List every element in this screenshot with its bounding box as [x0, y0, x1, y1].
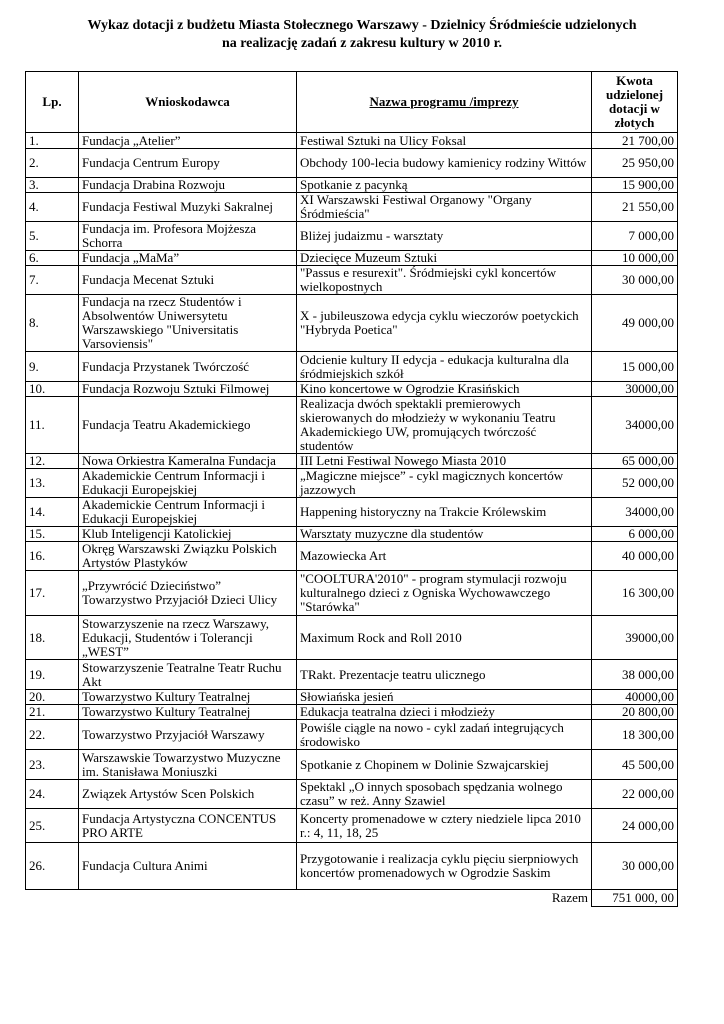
grant-amount: 45 500,00 — [592, 750, 678, 780]
program-name: Spektakl „O innych sposobach spędzania wolnego czasu” w reż. Anny Szawiel — [297, 780, 592, 809]
applicant-name: Fundacja Cultura Animi — [79, 843, 297, 890]
table-row — [26, 469, 678, 498]
total-amount: 751 000, 00 — [592, 890, 678, 907]
grant-amount: 49 000,00 — [592, 295, 678, 352]
row-number: 12. — [26, 454, 79, 469]
applicant-name: Akademickie Centrum Informacji i Edukacji Europejskiej — [79, 498, 297, 527]
table-row — [26, 780, 678, 809]
table-row — [26, 178, 678, 193]
applicant-name: Stowarzyszenie na rzecz Warszawy, Edukacji, Studentów i Tolerancji „WEST” — [79, 616, 297, 660]
program-name: Mazowiecka Art — [297, 542, 592, 571]
applicant-name: Fundacja Rozwoju Sztuki Filmowej — [79, 382, 297, 397]
row-number: 9. — [26, 352, 79, 382]
grant-amount: 34000,00 — [592, 397, 678, 454]
applicant-name: Fundacja na rzecz Studentów i Absolwentów Uniwersytetu Warszawskiego "Universitatis Varsoviensis" — [79, 295, 297, 352]
applicant-name: Warszawskie Towarzystwo Muzyczne im. Stanisława Moniuszki — [79, 750, 297, 780]
table-row — [26, 352, 678, 382]
applicant-name: Okręg Warszawski Związku Polskich Artystów Plastyków — [79, 542, 297, 571]
grant-amount: 7 000,00 — [592, 222, 678, 251]
table-row — [26, 720, 678, 750]
table-row — [26, 542, 678, 571]
grant-amount: 16 300,00 — [592, 571, 678, 616]
total-row — [26, 890, 678, 907]
program-name: Przygotowanie i realizacja cyklu pięciu sierpniowych koncertów promenadowych w Ogrodzie Saskim — [297, 843, 592, 890]
row-number: 4. — [26, 193, 79, 222]
table-row — [26, 690, 678, 705]
table-row — [26, 750, 678, 780]
table-row — [26, 843, 678, 890]
applicant-name: Towarzystwo Kultury Teatralnej — [79, 690, 297, 705]
grant-amount: 65 000,00 — [592, 454, 678, 469]
program-name: Koncerty promenadowe w cztery niedziele lipca 2010 r.: 4, 11, 18, 25 — [297, 809, 592, 843]
applicant-name: Stowarzyszenie Teatralne Teatr Ruchu Akt — [79, 660, 297, 690]
program-name: III Letni Festiwal Nowego Miasta 2010 — [297, 454, 592, 469]
table-row — [26, 193, 678, 222]
grant-amount: 6 000,00 — [592, 527, 678, 542]
row-number: 10. — [26, 382, 79, 397]
table-row — [26, 571, 678, 616]
applicant-name: Nowa Orkiestra Kameralna Fundacja — [79, 454, 297, 469]
grant-amount: 10 000,00 — [592, 251, 678, 266]
program-name: Spotkanie z pacynką — [297, 178, 592, 193]
row-number: 25. — [26, 809, 79, 843]
table-row — [26, 222, 678, 251]
applicant-name: Fundacja Przystanek Twórczość — [79, 352, 297, 382]
row-number: 23. — [26, 750, 79, 780]
program-name: Kino koncertowe w Ogrodzie Krasińskich — [297, 382, 592, 397]
program-name: Maximum Rock and Roll 2010 — [297, 616, 592, 660]
table-row — [26, 133, 678, 149]
grant-amount: 20 800,00 — [592, 705, 678, 720]
table-row — [26, 660, 678, 690]
program-name: Bliżej judaizmu - warsztaty — [297, 222, 592, 251]
grant-amount: 21 700,00 — [592, 133, 678, 149]
header-amount: Kwota udzielonej dotacji w złotych — [592, 72, 678, 133]
applicant-name: Fundacja im. Profesora Mojżesza Schorra — [79, 222, 297, 251]
header-lp: Lp. — [26, 72, 79, 133]
program-name: „Magiczne miejsce” - cykl magicznych koncertów jazzowych — [297, 469, 592, 498]
title-line-1: Wykaz dotacji z budżetu Miasta Stołecznego Warszawy - Dzielnicy Śródmieście udzielonych — [87, 18, 637, 33]
program-name: Dziecięce Muzeum Sztuki — [297, 251, 592, 266]
table-row — [26, 397, 678, 454]
grants-table — [25, 71, 678, 907]
document-title — [0, 17, 724, 53]
row-number: 16. — [26, 542, 79, 571]
applicant-name: Fundacja Centrum Europy — [79, 149, 297, 178]
program-name: Happening historyczny na Trakcie Królewskim — [297, 498, 592, 527]
row-number: 17. — [26, 571, 79, 616]
row-number: 8. — [26, 295, 79, 352]
header-row — [26, 72, 678, 133]
program-name: XI Warszawski Festiwal Organowy "Organy Śródmieścia" — [297, 193, 592, 222]
program-name: Powiśle ciągle na nowo - cykl zadań integrujących środowisko — [297, 720, 592, 750]
program-name: X - jubileuszowa edycja cyklu wieczorów poetyckich "Hybryda Poetica" — [297, 295, 592, 352]
table-row — [26, 705, 678, 720]
row-number: 15. — [26, 527, 79, 542]
row-number: 22. — [26, 720, 79, 750]
title-line-2: na realizację zadań z zakresu kultury w 2010 r. — [221, 36, 503, 51]
program-name: "Passus e resurexit". Śródmiejski cykl koncertów wielkopostnych — [297, 266, 592, 295]
program-name: "COOLTURA'2010" - program stymulacji rozwoju kulturalnego dzieci z Ogniska Wychowawczego "Starówka" — [297, 571, 592, 616]
row-number: 2. — [26, 149, 79, 178]
table-row — [26, 266, 678, 295]
program-name: Odcienie kultury II edycja - edukacja kulturalna dla śródmiejskich szkół — [297, 352, 592, 382]
grant-amount: 39000,00 — [592, 616, 678, 660]
applicant-name: Fundacja „Atelier” — [79, 133, 297, 149]
table-row — [26, 295, 678, 352]
row-number: 13. — [26, 469, 79, 498]
program-name: Festiwal Sztuki na Ulicy Foksal — [297, 133, 592, 149]
table-row — [26, 251, 678, 266]
program-name: Edukacja teatralna dzieci i młodzieży — [297, 705, 592, 720]
grant-amount: 34000,00 — [592, 498, 678, 527]
grant-amount: 40 000,00 — [592, 542, 678, 571]
applicant-name: Związek Artystów Scen Polskich — [79, 780, 297, 809]
row-number: 1. — [26, 133, 79, 149]
grant-amount: 18 300,00 — [592, 720, 678, 750]
table-row — [26, 616, 678, 660]
row-number: 5. — [26, 222, 79, 251]
row-number: 20. — [26, 690, 79, 705]
header-program: Nazwa programu /imprezy — [297, 72, 592, 133]
table-row — [26, 498, 678, 527]
row-number: 7. — [26, 266, 79, 295]
program-name: Realizacja dwóch spektakli premierowych skierowanych do młodzieży w wykonaniu Teatru Akademickiego UW, promujących twórczość studentów — [297, 397, 592, 454]
applicant-name: „Przywrócić Dzieciństwo” Towarzystwo Przyjaciół Dzieci Ulicy — [79, 571, 297, 616]
grant-amount: 30 000,00 — [592, 266, 678, 295]
header-applicant: Wnioskodawca — [79, 72, 297, 133]
grant-amount: 52 000,00 — [592, 469, 678, 498]
table-row — [26, 527, 678, 542]
program-name: Spotkanie z Chopinem w Dolinie Szwajcarskiej — [297, 750, 592, 780]
row-number: 21. — [26, 705, 79, 720]
applicant-name: Fundacja Drabina Rozwoju — [79, 178, 297, 193]
row-number: 18. — [26, 616, 79, 660]
table-row — [26, 809, 678, 843]
row-number: 14. — [26, 498, 79, 527]
applicant-name: Fundacja Festiwal Muzyki Sakralnej — [79, 193, 297, 222]
row-number: 11. — [26, 397, 79, 454]
grant-amount: 21 550,00 — [592, 193, 678, 222]
applicant-name: Fundacja Teatru Akademickiego — [79, 397, 297, 454]
row-number: 6. — [26, 251, 79, 266]
grant-amount: 30000,00 — [592, 382, 678, 397]
grant-amount: 40000,00 — [592, 690, 678, 705]
table-row — [26, 454, 678, 469]
applicant-name: Towarzystwo Przyjaciół Warszawy — [79, 720, 297, 750]
applicant-name: Fundacja „MaMa” — [79, 251, 297, 266]
applicant-name: Akademickie Centrum Informacji i Edukacji Europejskiej — [79, 469, 297, 498]
grant-amount: 38 000,00 — [592, 660, 678, 690]
grant-amount: 25 950,00 — [592, 149, 678, 178]
program-name: Warsztaty muzyczne dla studentów — [297, 527, 592, 542]
grant-amount: 15 000,00 — [592, 352, 678, 382]
row-number: 24. — [26, 780, 79, 809]
total-label: Razem — [297, 890, 592, 907]
grant-amount: 22 000,00 — [592, 780, 678, 809]
applicant-name: Towarzystwo Kultury Teatralnej — [79, 705, 297, 720]
row-number: 3. — [26, 178, 79, 193]
grant-amount: 24 000,00 — [592, 809, 678, 843]
program-name: Obchody 100-lecia budowy kamienicy rodziny Wittów — [297, 149, 592, 178]
row-number: 26. — [26, 843, 79, 890]
table-row — [26, 382, 678, 397]
program-name: TRakt. Prezentacje teatru ulicznego — [297, 660, 592, 690]
applicant-name: Fundacja Artystyczna CONCENTUS PRO ARTE — [79, 809, 297, 843]
applicant-name: Fundacja Mecenat Sztuki — [79, 266, 297, 295]
table-body — [26, 133, 678, 890]
grant-amount: 15 900,00 — [592, 178, 678, 193]
program-name: Słowiańska jesień — [297, 690, 592, 705]
grant-amount: 30 000,00 — [592, 843, 678, 890]
table-row — [26, 149, 678, 178]
row-number: 19. — [26, 660, 79, 690]
applicant-name: Klub Inteligencji Katolickiej — [79, 527, 297, 542]
